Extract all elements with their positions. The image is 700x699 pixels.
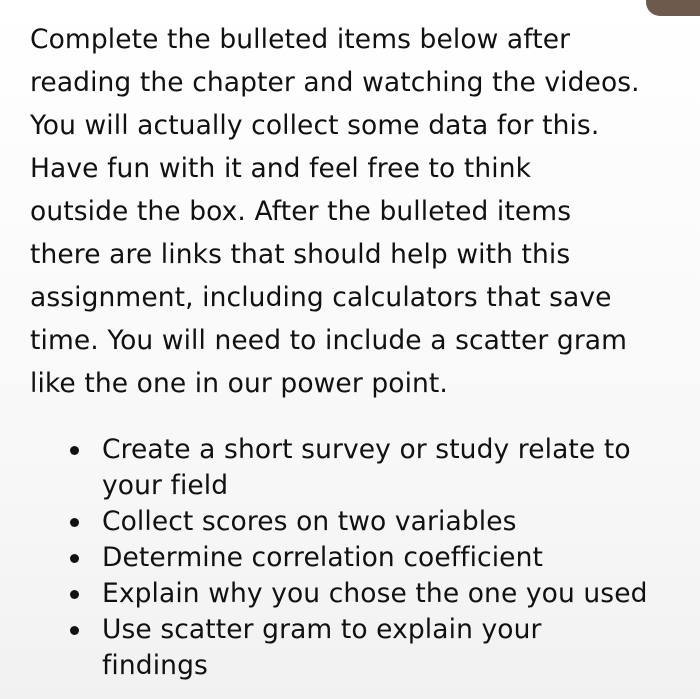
bullet-line: Use scatter gram to explain your	[102, 614, 542, 645]
intro-line: assignment, including calculators that save	[30, 282, 612, 313]
bullet-line: your field	[102, 470, 229, 501]
bullet-dot-icon	[70, 446, 79, 455]
intro-line: Have fun with it and feel free to think	[30, 153, 532, 184]
bullet-item-explain-choice	[66, 576, 686, 612]
bullet-line: Explain why you chose the one you used	[102, 578, 648, 609]
bullet-item-collect-scores	[66, 504, 686, 540]
bullet-line: Determine correlation coefficient	[102, 542, 543, 573]
bullet-item-survey	[66, 432, 686, 504]
intro-line: like the one in our power point.	[30, 368, 448, 399]
bullet-dot-icon	[70, 626, 79, 635]
bulleted-list	[66, 432, 686, 684]
bullet-dot-icon	[70, 554, 79, 563]
intro-line: time. You will need to include a scatter gram	[30, 325, 628, 356]
bullet-dot-icon	[70, 590, 79, 599]
corner-tab	[646, 0, 700, 16]
intro-line: outside the box. After the bulleted items	[30, 196, 572, 227]
intro-line: there are links that should help with this	[30, 239, 571, 270]
bullet-line: findings	[102, 650, 208, 681]
intro-line: reading the chapter and watching the videos.	[30, 67, 640, 98]
bullet-item-correlation	[66, 540, 686, 576]
bullet-dot-icon	[70, 518, 79, 527]
intro-paragraph	[30, 18, 680, 405]
intro-line: Complete the bulleted items below after	[30, 24, 571, 55]
intro-line: You will actually collect some data for this.	[30, 110, 600, 141]
bullet-line: Collect scores on two variables	[102, 506, 517, 537]
bullet-item-scatter-gram	[66, 612, 686, 684]
bullet-line: Create a short survey or study relate to	[102, 434, 631, 465]
